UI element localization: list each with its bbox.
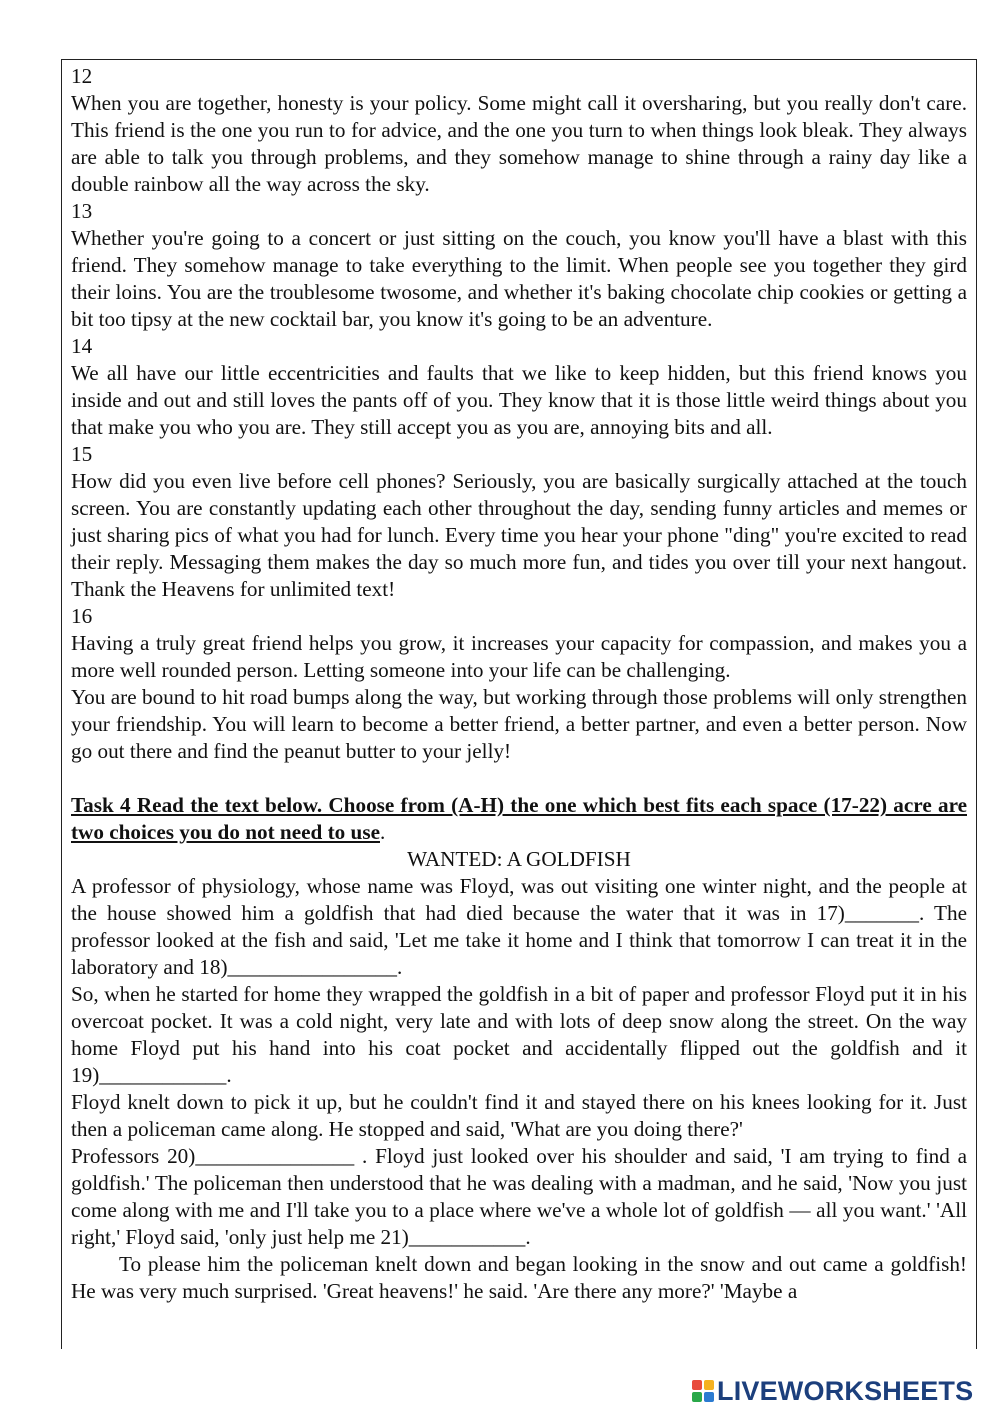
section-number: 13 bbox=[71, 199, 93, 223]
story-paragraph bbox=[71, 873, 967, 981]
text-run: . The professor looked at the fish and said, 'Let me take it home and I think that tomorrow I can treat it in the laboratory and bbox=[71, 901, 967, 979]
text-run: A professor of physiology, whose name was Floyd, was out visiting one winter night, and the people at the house showed him a goldfish that had died because the water that it was in bbox=[71, 874, 967, 925]
logo-grid-icon bbox=[692, 1380, 714, 1402]
text-run: . bbox=[226, 1063, 232, 1087]
logo-text: LIVEWORKSHEETS bbox=[717, 1375, 974, 1406]
section-number: 15 bbox=[71, 442, 93, 466]
story-paragraph: Floyd knelt down to pick it up, but he couldn't find it and stayed there on his knees looking for it. Just then a policeman came along. He stopped and said, 'What are you doing there?' bbox=[71, 1090, 967, 1141]
gap-17[interactable]: 17)_______ bbox=[816, 901, 920, 925]
spacer bbox=[71, 765, 967, 792]
section-number: 16 bbox=[71, 604, 93, 628]
text-run: . Floyd just looked over his shoulder and said, 'I am trying to find a goldfish.' The policeman then understood that he was dealing with a madman, and he said, 'Now you just come along with me and I'll take you to a place where we've a whole lot of goldfish — all you want.' 'All right,' Floyd said, 'only just help me bbox=[71, 1144, 967, 1249]
story-paragraph bbox=[71, 981, 967, 1089]
section-paragraph: We all have our little eccentricities and faults that we like to keep hidden, but this friend knows you inside and out and still loves the pants off of you. They know that it is those little weird things about you that make you who you are. They still accept you as you are, annoying bits and all. bbox=[71, 361, 967, 439]
section-paragraph: When you are together, honesty is your policy. Some might call it oversharing, but you really don't care. This friend is the one you run to for advice, and the one you turn to when things look bleak. They always are able to talk you through problems, and they somehow manage to shine through a rainy day like a double rainbow all the way across the sky. bbox=[71, 91, 967, 196]
text-run: So, when he started for home they wrapped the goldfish in a bit of paper and professor Floyd put it in his overcoat pocket. It was a cold night, very late and with lots of deep snow along the street. On the way home Floyd put his hand into his coat pocket and accidentally flipped out the goldfish and it bbox=[71, 982, 967, 1060]
story-paragraph bbox=[71, 1143, 967, 1251]
gap-18[interactable]: 18)________________ bbox=[199, 955, 398, 979]
task-heading bbox=[71, 792, 967, 846]
section-paragraph: Having a truly great friend helps you grow, it increases your capacity for compassion, and makes you a more well rounded person. Letting someone into your life can be challenging. bbox=[71, 631, 967, 682]
task-heading-text: Task 4 Read the text below. Choose from (A-H) the one which best fits each space (17-22) acre are two choices you do not need to use bbox=[71, 793, 967, 844]
story-paragraph: To please him the policeman knelt down and began looking in the snow and out came a goldfish! He was very much surprised. 'Great heavens!' he said. 'Are there any more?' 'Maybe a bbox=[71, 1252, 967, 1303]
gap-21[interactable]: 21)___________ bbox=[380, 1225, 526, 1249]
liveworksheets-logo bbox=[692, 1376, 973, 1406]
section-paragraph: You are bound to hit road bumps along the way, but working through those problems will only strengthen your friendship. You will learn to become a better friend, a better partner, and even a better person. Now go out there and find the peanut butter to your jelly! bbox=[71, 685, 967, 763]
story-title: WANTED: A GOLDFISH bbox=[407, 847, 631, 871]
section-paragraph: How did you even live before cell phones? Seriously, you are basically surgically attached at the touch screen. You are constantly updating each other throughout the day, sending funny articles and memes or just sharing pics of what you had for lunch. Every time you hear your phone "ding" you're excited to read their reply. Messaging them makes the day so much more fun, and tides you over till your next hangout. Thank the Heavens for unlimited text! bbox=[71, 469, 967, 601]
gap-19[interactable]: 19)____________ bbox=[71, 1063, 227, 1087]
text-run: . bbox=[525, 1225, 531, 1249]
worksheet-frame bbox=[61, 59, 977, 1349]
section-number: 12 bbox=[71, 64, 93, 88]
gap-20[interactable]: 20)_______________ bbox=[167, 1144, 355, 1168]
task-heading-end: . bbox=[380, 820, 386, 844]
text-run: . bbox=[397, 955, 403, 979]
section-paragraph: Whether you're going to a concert or just sitting on the couch, you know you'll have a blast with this friend. They somehow manage to take everything to the limit. When people see you together they gird their loins. You are the troublesome twosome, and whether it's baking chocolate chip cookies or getting a bit too tipsy at the new cocktail bar, you know it's going to be an adventure. bbox=[71, 226, 967, 331]
text-run: Professors bbox=[71, 1144, 168, 1168]
section-number: 14 bbox=[71, 334, 93, 358]
